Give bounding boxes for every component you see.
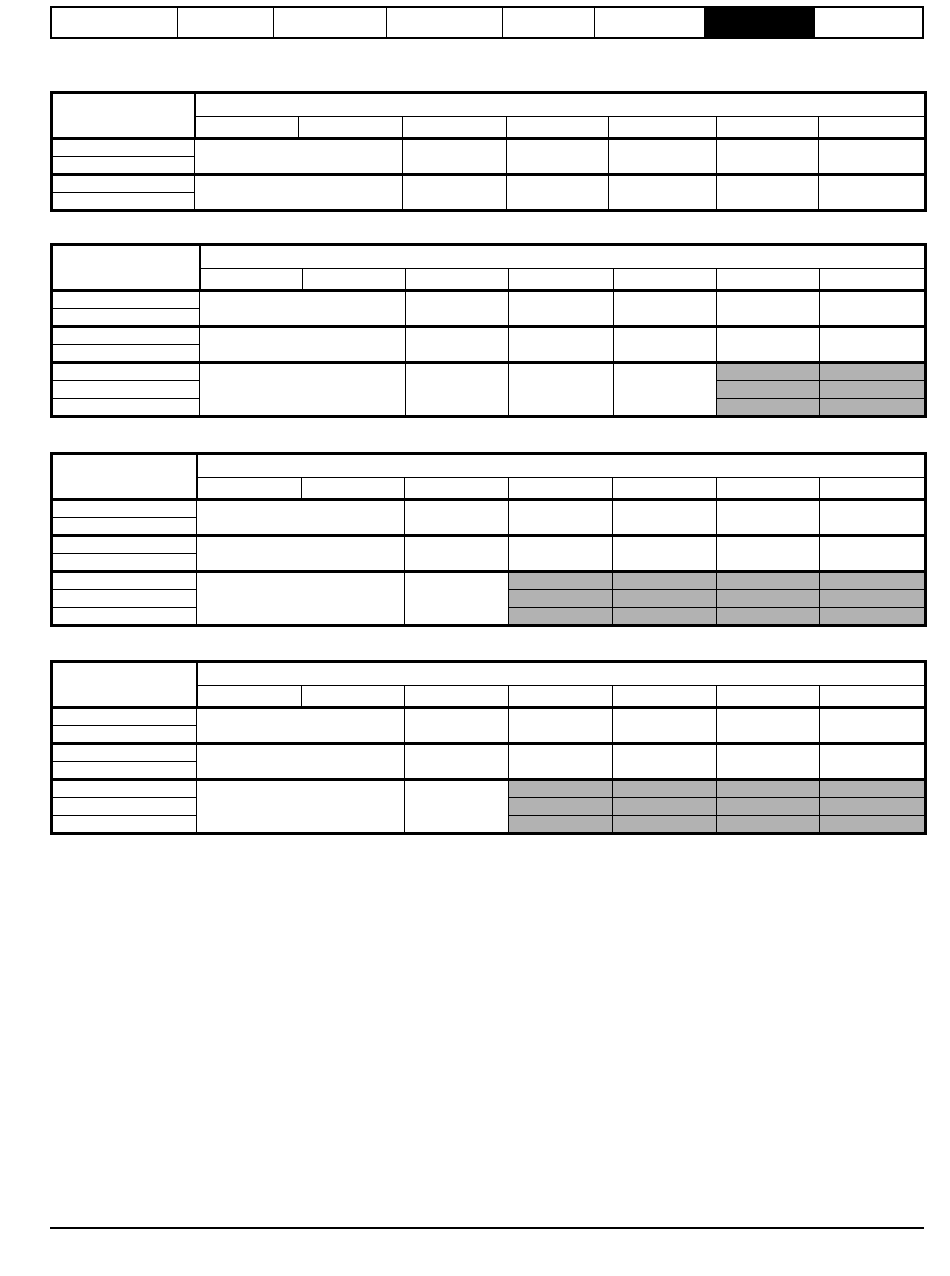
column-header [403,117,507,139]
value-cell [405,780,509,834]
shaded-cell [717,399,820,417]
row-label-cell [52,816,197,834]
value-cell [614,363,717,417]
nav-tab-7-active[interactable] [705,8,815,37]
row-label-cell [52,536,197,554]
column-header [406,269,509,291]
merged-value-cell [200,291,406,327]
value-cell [406,291,509,327]
row-label-cell [52,175,195,193]
merged-value-cell [197,572,405,626]
value-cell [820,744,926,780]
merged-value-cell [195,175,403,211]
shaded-cell [820,381,926,399]
shaded-cell [717,798,820,816]
row-label-cell [52,554,197,572]
shaded-cell [820,780,926,798]
shaded-cell [613,608,717,626]
shaded-cell [820,399,926,417]
column-header [820,686,926,708]
top-navigation-bar [50,6,924,39]
column-group-header [200,245,926,269]
value-cell [613,500,717,536]
merged-value-cell [197,500,405,536]
nav-tab-8[interactable] [815,8,922,37]
shaded-cell [509,572,613,590]
nav-tab-2[interactable] [178,8,274,37]
merged-value-cell [197,708,405,744]
value-cell [614,327,717,363]
column-header [303,269,406,291]
row-label-cell [52,381,200,399]
column-header [509,478,613,500]
value-cell [819,175,926,211]
column-header [509,269,614,291]
value-cell [509,363,614,417]
value-cell [609,175,717,211]
merged-value-cell [197,536,405,572]
shaded-cell [717,572,820,590]
row-label-cell [52,309,200,327]
shaded-cell [717,363,820,381]
value-cell [509,327,614,363]
row-label-cell [52,500,197,518]
column-header [302,686,405,708]
shaded-cell [820,590,926,608]
shaded-cell [509,816,613,834]
shaded-cell [509,780,613,798]
shaded-cell [509,590,613,608]
value-cell [717,708,820,744]
column-header [197,686,302,708]
column-group-header [195,93,926,117]
nav-tab-3[interactable] [274,8,387,37]
corner-header-cell [52,93,195,139]
spec-table-3 [50,452,927,627]
column-header [820,269,926,291]
value-cell [405,536,509,572]
row-label-cell [52,590,197,608]
merged-value-cell [197,744,405,780]
column-header [614,269,717,291]
column-header [200,269,303,291]
value-cell [507,139,609,175]
column-header [613,686,717,708]
value-cell [406,363,509,417]
shaded-cell [613,780,717,798]
row-label-cell [52,780,197,798]
shaded-cell [509,798,613,816]
value-cell [820,708,926,744]
value-cell [819,139,926,175]
row-label-cell [52,518,197,536]
value-cell [405,572,509,626]
value-cell [717,327,820,363]
row-label-cell [52,726,197,744]
column-header [299,117,403,139]
row-label-cell [52,608,197,626]
nav-tab-4[interactable] [387,8,503,37]
row-label-cell [52,762,197,780]
value-cell [507,175,609,211]
merged-value-cell [195,139,403,175]
spec-table-4 [50,660,927,835]
value-cell [717,175,819,211]
nav-tab-5[interactable] [503,8,595,37]
merged-value-cell [200,363,406,417]
value-cell [820,500,926,536]
column-header [613,478,717,500]
value-cell [717,744,820,780]
shaded-cell [613,816,717,834]
value-cell [820,536,926,572]
row-label-cell [52,345,200,363]
shaded-cell [509,608,613,626]
value-cell [717,139,819,175]
shaded-cell [613,590,717,608]
spec-table-2 [50,243,927,418]
row-label-cell [52,744,197,762]
row-label-cell [52,798,197,816]
footer-divider [50,1227,924,1229]
value-cell [403,175,507,211]
value-cell [613,708,717,744]
column-header [717,686,820,708]
column-header [609,117,717,139]
row-label-cell [52,399,200,417]
merged-value-cell [197,780,405,834]
column-header [717,478,820,500]
row-label-cell [52,291,200,309]
shaded-cell [820,363,926,381]
shaded-cell [613,572,717,590]
column-header [819,117,926,139]
column-header [405,478,509,500]
row-label-cell [52,708,197,726]
column-header [405,686,509,708]
merged-value-cell [200,327,406,363]
value-cell [406,327,509,363]
column-header [195,117,299,139]
column-header [507,117,609,139]
shaded-cell [820,608,926,626]
value-cell [820,327,926,363]
shaded-cell [717,816,820,834]
row-label-cell [52,139,195,157]
column-header [197,478,302,500]
value-cell [509,708,613,744]
value-cell [405,744,509,780]
value-cell [509,291,614,327]
value-cell [509,536,613,572]
spec-table-1 [50,91,927,212]
value-cell [405,500,509,536]
corner-header-cell [52,454,197,500]
value-cell [820,291,926,327]
column-header [509,686,613,708]
value-cell [614,291,717,327]
value-cell [609,139,717,175]
row-label-cell [52,327,200,345]
column-header [302,478,405,500]
value-cell [403,139,507,175]
value-cell [509,500,613,536]
corner-header-cell [52,662,197,708]
shaded-cell [717,780,820,798]
shaded-cell [820,816,926,834]
shaded-cell [613,798,717,816]
shaded-cell [717,590,820,608]
column-group-header [197,662,926,686]
shaded-cell [820,572,926,590]
nav-tab-1[interactable] [52,8,178,37]
shaded-cell [717,608,820,626]
column-header [717,269,820,291]
row-label-cell [52,157,195,175]
corner-header-cell [52,245,200,291]
value-cell [405,708,509,744]
value-cell [613,744,717,780]
column-group-header [197,454,926,478]
shaded-cell [820,798,926,816]
value-cell [717,500,820,536]
value-cell [613,536,717,572]
value-cell [717,536,820,572]
shaded-cell [717,381,820,399]
row-label-cell [52,193,195,211]
column-header [820,478,926,500]
row-label-cell [52,572,197,590]
column-header [717,117,819,139]
value-cell [717,291,820,327]
row-label-cell [52,363,200,381]
nav-tab-6[interactable] [595,8,705,37]
value-cell [509,744,613,780]
